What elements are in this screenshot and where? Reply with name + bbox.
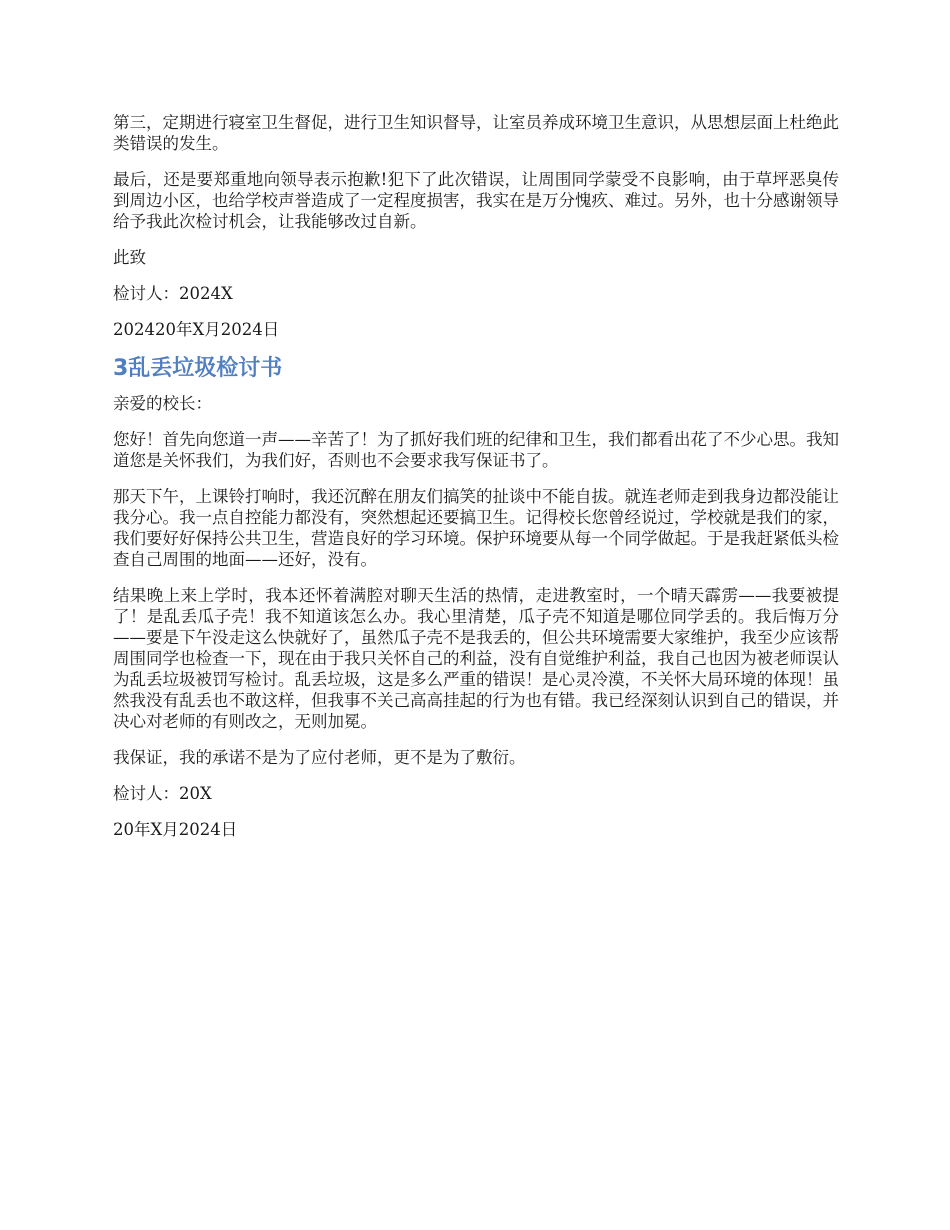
paragraph-salutation: 亲爱的校长： [113,394,212,413]
paragraph-date-2: 20年X月2024日 [113,820,238,839]
paragraph-signer-2: 检讨人：20X [113,784,212,803]
paragraph-third-point: 第三，定期进行寝室卫生督促，进行卫生知识督导，让室员养成环境卫生意识，从思想层面上杜绝此类错误的发生。 [113,113,839,153]
paragraph-closing: 此致 [113,248,146,267]
paragraph-signer: 检讨人：2024X [113,284,233,303]
document-page [113,112,839,855]
paragraph-greeting: 您好！首先向您道一声——辛苦了！为了抓好我们班的纪律和卫生，我们都看出花了不少心思。我知道您是关怀我们，为我们好，否则也不会要求我写保证书了。 [113,430,839,470]
paragraph-afternoon: 那天下午，上课铃打响时，我还沉醉在朋友们搞笑的扯谈中不能自拔。就连老师走到我身边都没能让我分心。我一点自控能力都没有，突然想起还要搞卫生。记得校长您曾经说过，学校就是我们的家，我们要好好保持公共卫生，营造良好的学习环境。保护环境要从每一个同学做起。于是我赶紧低头检查自己周围的地面——还好，没有。 [113,487,839,569]
paragraph-date: 202420年X月2024日 [113,320,280,339]
section-heading: 3乱丢垃圾检讨书 [113,356,283,381]
paragraph-apology: 最后，还是要郑重地向领导表示抱歉!犯下了此次错误，让周围同学蒙受不良影响，由于草坪恶臭传到周边小区，也给学校声誉造成了一定程度损害，我实在是万分愧疚、难过。另外，也十分感谢领导给予我此次检讨机会，让我能够改过自新。 [113,170,839,231]
paragraph-evening: 结果晚上来上学时，我本还怀着满腔对聊天生活的热情，走进教室时，一个晴天霹雳——我要被提了！是乱丢瓜子壳！我不知道该怎么办。我心里清楚，瓜子壳不知道是哪位同学丢的。我后悔万分——要是下午没走这么快就好了，虽然瓜子壳不是我丢的，但公共环境需要大家维护，我至少应该帮周围同学也检查一下，现在由于我只关怀自己的利益，没有自觉维护利益，我自己也因为被老师误认为乱丢垃圾被罚写检讨。乱丢垃圾，这是多么严重的错误！是心灵冷漠，不关怀大局环境的体现！虽然我没有乱丢也不敢这样，但我事不关己高高挂起的行为也有错。我已经深刻认识到自己的错误，并决心对老师的有则改之，无则加冕。 [113,586,839,731]
paragraph-promise: 我保证，我的承诺不是为了应付老师，更不是为了敷衍。 [113,748,526,767]
